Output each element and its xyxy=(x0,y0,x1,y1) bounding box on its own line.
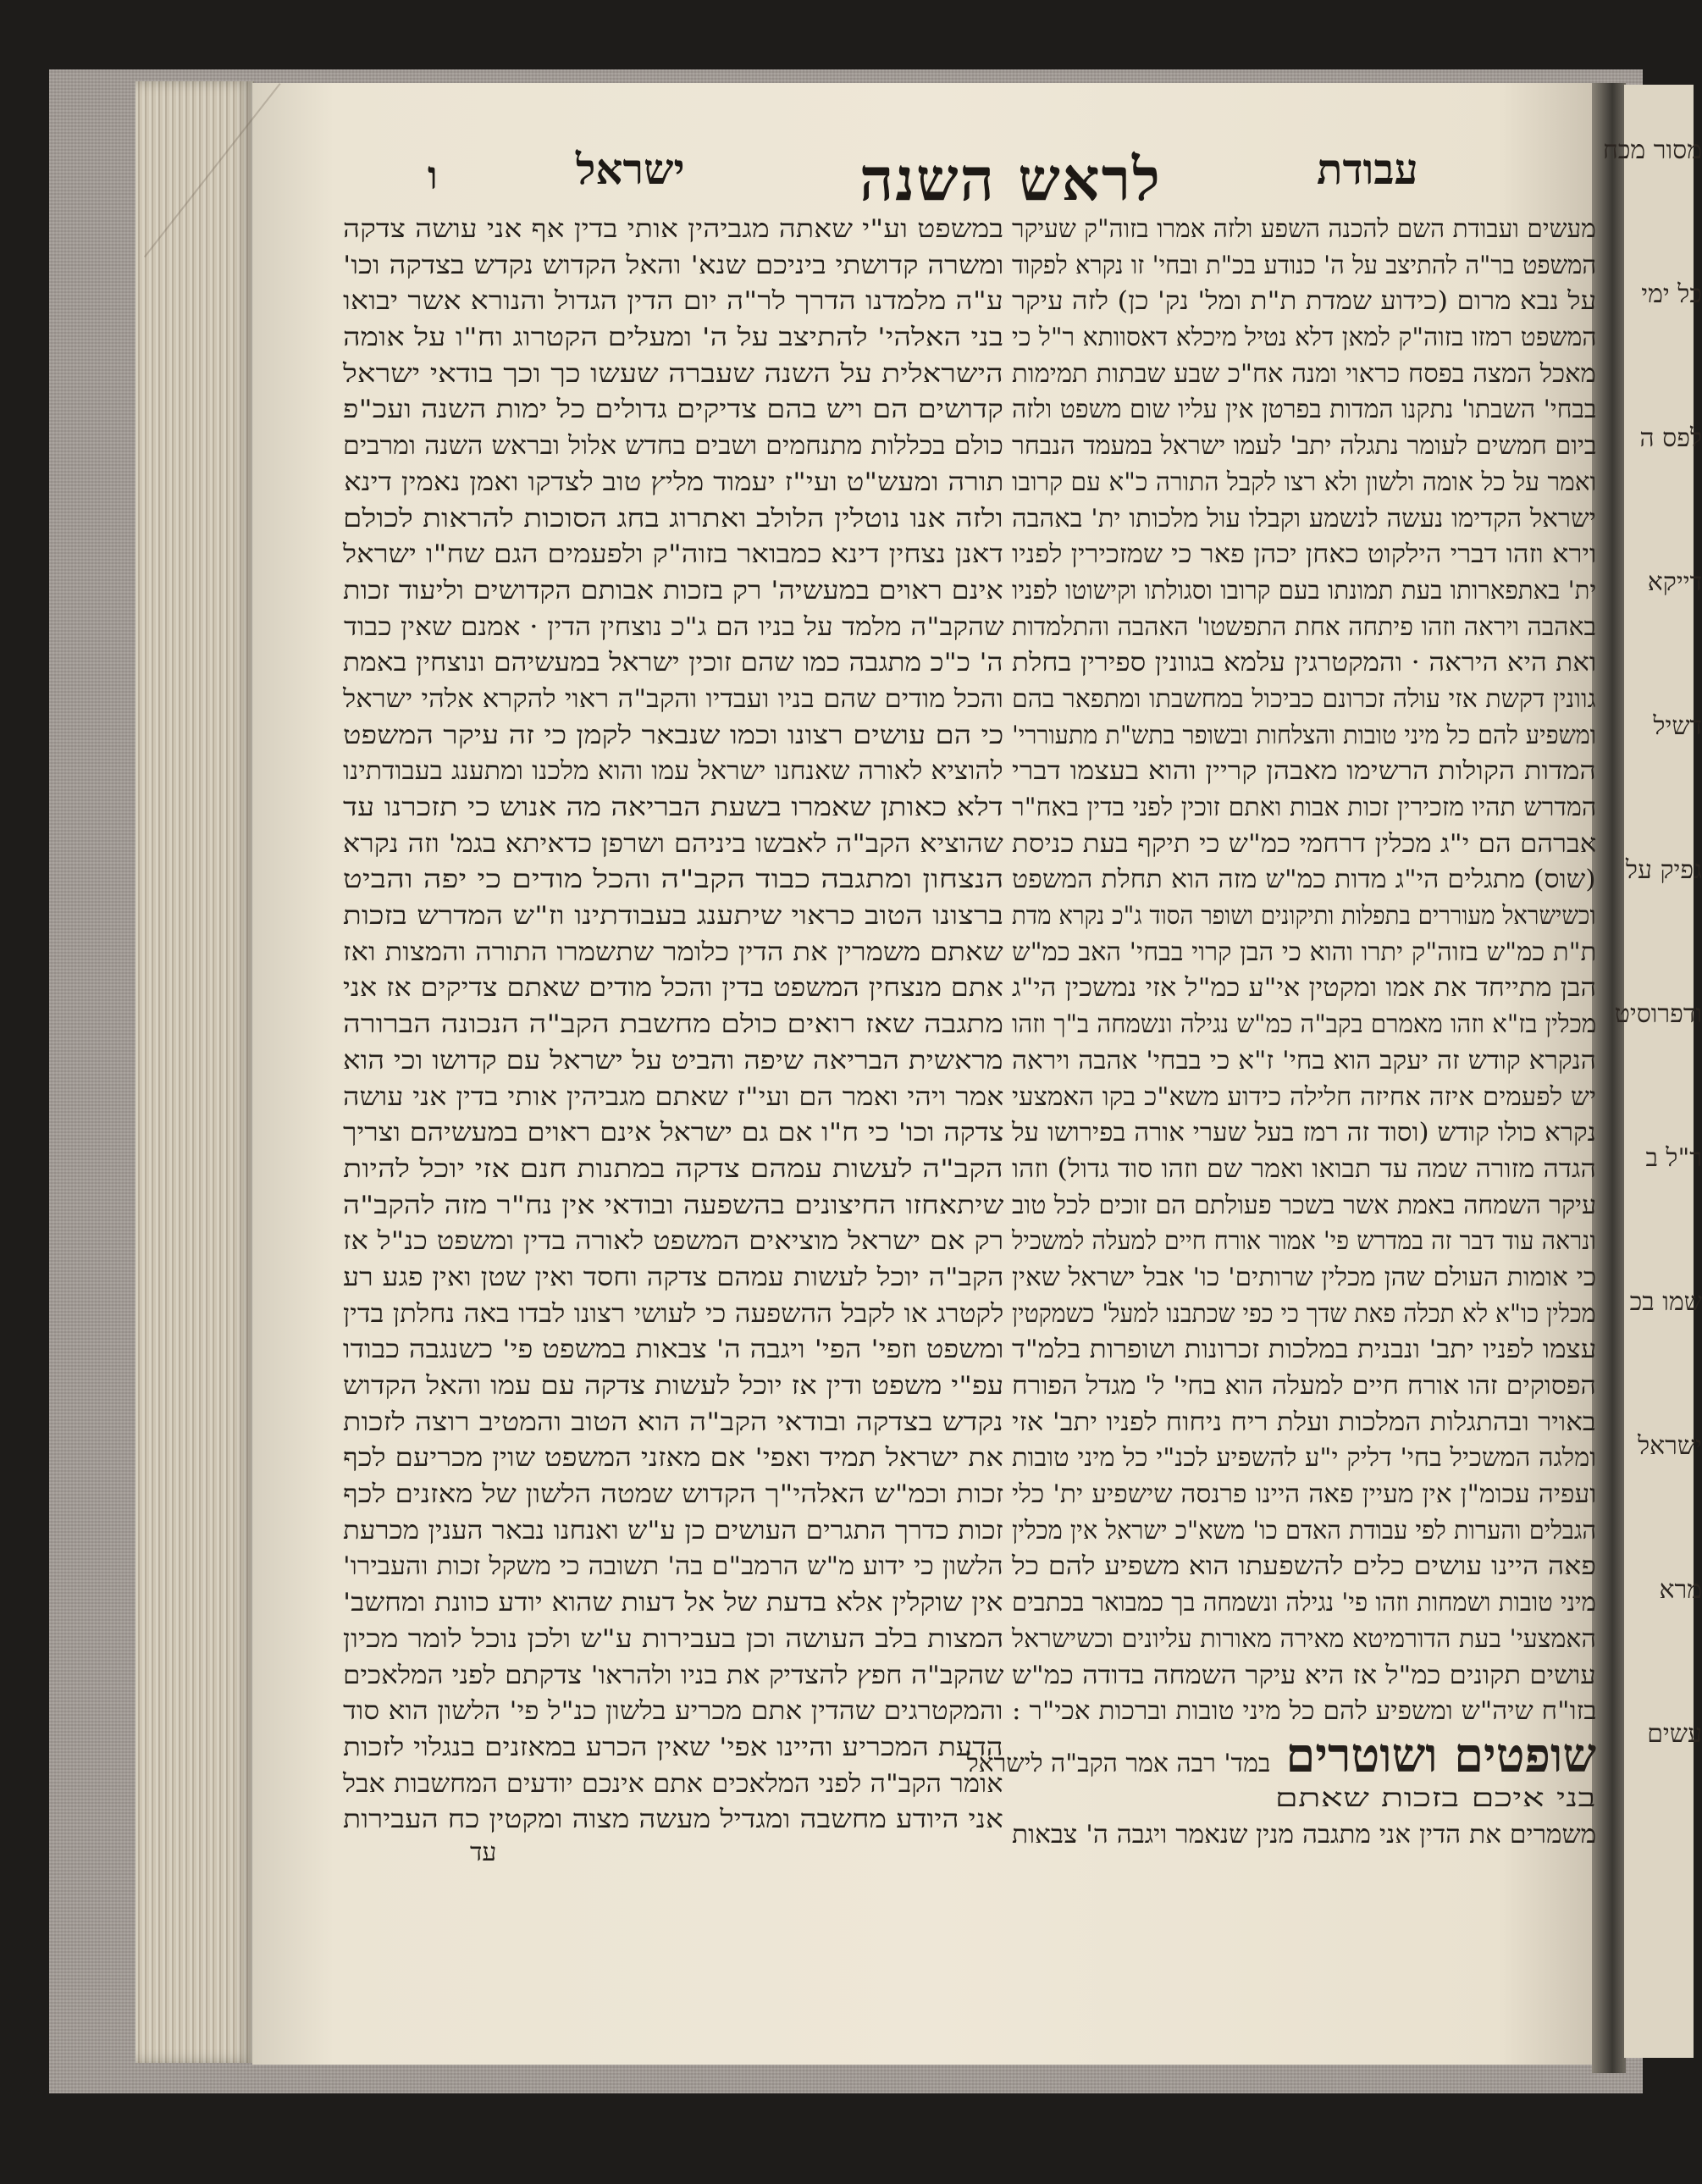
text-line xyxy=(343,1730,1003,1767)
facing-page-text: שמו בכ xyxy=(1629,1287,1702,1317)
text-line xyxy=(343,898,1003,935)
text-line-content: הגדה מזורה שמה עד תבואו ואמר שם וזהו סוד גדול) וזהו xyxy=(1012,1153,1596,1184)
text-line xyxy=(343,1007,1003,1043)
text-line-content: אתם מנצחין המשפט בדין והכל מודים שאתם צדיקים אז אני xyxy=(343,973,1003,1004)
text-line xyxy=(343,1368,1003,1405)
running-head-title: לראש השנה xyxy=(859,144,1162,214)
text-line-content: מראשית הבריאה שיפה והביט על ישראל עם קדושו וכי הוא xyxy=(343,1045,1003,1075)
text-line xyxy=(343,1658,1003,1695)
text-line xyxy=(343,1405,1003,1441)
text-line xyxy=(1012,827,1596,863)
section-heading: שופטים ושוטרים xyxy=(1285,1727,1596,1783)
text-line xyxy=(343,392,1003,429)
text-line-content: ולזה אנו נוטלין הלולב ואתרוג בחג הסוכות להראות לכולם xyxy=(343,503,1003,534)
text-line xyxy=(343,1188,1003,1225)
text-line-content: שאתם משמרין את הדין כלומר שתשמרו התורה והמצות ואז xyxy=(343,937,1003,967)
text-line-content: ונראה עוד דבר זה במדרש פי' אמור אורח חיים למעלה למשכיל xyxy=(1012,1226,1596,1257)
text-line xyxy=(343,248,1003,285)
text-line-content: כולם בכללות מתנחמים ושבים בחדש אלול ובראש השנה ומרבים xyxy=(343,431,1003,462)
text-line-content: מכלין כו"א לא תכלה פאת שדך כי כפי שכתבנו למעל' כשמקטין xyxy=(1012,1298,1596,1329)
text-line xyxy=(1012,429,1596,465)
text-line xyxy=(1012,284,1596,320)
text-line xyxy=(1012,1405,1596,1441)
text-line xyxy=(1012,862,1596,898)
text-line-content: הנצחון ומתגבה כבוד הקב"ה והכל מודים כי יפה והביט xyxy=(342,865,1003,895)
text-line xyxy=(1012,357,1596,393)
text-line xyxy=(343,610,1003,646)
text-line xyxy=(1012,790,1596,827)
text-line-content: ועפיה עכומ"ן אין מעיין פאה היינו פרנסה שישפיע ית' כלי xyxy=(1011,1479,1596,1510)
facing-page-text: גפיק על xyxy=(1625,855,1702,885)
text-line-content: בזו"ח שיה"ש ומשפיע להם כל מיני טובות וברכות אכי"ר : xyxy=(1011,1696,1596,1727)
text-line-content: הגבלים והערות לפי עבודת האדם כו' משא"כ ישראל אין מכלין xyxy=(1011,1515,1596,1545)
text-line-content: כי אומות העולם שהן מכלין שרותים' כו' אבל ישראל שאין xyxy=(1011,1262,1596,1292)
facing-page-text: מסור מכח xyxy=(1603,135,1702,165)
text-line-content: עיקר השמחה באמת אשר בשכר פעולתם הם זוכים לכל טוב xyxy=(1011,1190,1596,1220)
text-line-content: הפסוקים זהו אורח חיים למעלה הוא בחי' ל' מגדל הפורח xyxy=(1012,1371,1596,1401)
text-line xyxy=(343,1549,1003,1585)
text-line xyxy=(343,1440,1003,1477)
running-head-right: עבודת xyxy=(1317,144,1418,194)
text-line xyxy=(1012,1513,1596,1550)
text-line xyxy=(343,862,1003,898)
text-line-content: באויר ובהתגלות המלכות ועלת ריח ניחוח לפניו יתב' אזי xyxy=(1012,1407,1596,1437)
text-line-content: שהקב"ה חפץ להצדיק את בניו ולהראו' צדקתם לפני המלאכים xyxy=(342,1660,1003,1690)
text-line xyxy=(343,682,1003,718)
text-line xyxy=(1012,935,1596,971)
text-line-content: דלא כאותן שאמרו בשעת הבריאה מה אנוש כי תזכרנו עד xyxy=(343,793,1003,822)
text-line xyxy=(343,1802,1003,1838)
text-line-content: ישראל הקדימו נעשה לנשמע וקבלו עול מלכותו ית' באהבה xyxy=(1012,503,1596,534)
text-line xyxy=(343,1152,1003,1188)
text-line xyxy=(1012,573,1596,610)
text-line xyxy=(343,1332,1003,1368)
text-line-content: ומשפיע להם כל מיני טובות והצלחות ובשופר בתש"ת מתעוררי' xyxy=(1011,720,1596,750)
text-line xyxy=(343,501,1003,538)
text-line-content: דאנן נצחין דינא כמבואר בזוה"ק ולפעמים הגם שח"ו ישראל xyxy=(343,539,1003,570)
text-line xyxy=(1012,1622,1596,1658)
text-line xyxy=(343,1513,1003,1550)
facing-page-text: כל ימי xyxy=(1641,279,1702,309)
text-line-content: גוונין דקשת אזי עולה זכרונם כביכול במחשבתו ומתפאר בהם xyxy=(1012,683,1596,714)
text-line-content: המשפט רמזו בזוה"ק למאן דלא נטיל מיכלא דאסוותא ר"ל כי xyxy=(1011,323,1596,353)
text-line-content: ואת היא היראה · והמקטרגין עלמא בגוונין ספירין בחלת xyxy=(1011,648,1596,678)
text-line xyxy=(343,1043,1003,1080)
text-line-content: באהבה ויראה וזהו פיתחה אחת התפשטו' האהבה והתלמדות xyxy=(1012,611,1596,642)
text-line-content: זכות כדרך התגרים העושים כן ע"ש ואנחנו נבאר הענין מכרעת xyxy=(343,1515,1003,1545)
text-line xyxy=(1012,1080,1596,1116)
text-line-content: אברהם הם י"ג מכלין דרחמי כמ"ש כי תיקף בעת כניסת xyxy=(1011,828,1596,859)
facing-page-text: עשים xyxy=(1647,1719,1702,1749)
text-line-content: מכלין בז"א וזהו מאמרם בקב"ה כמ"ש נגילה ונשמחה ב"ך וזהו xyxy=(1011,1009,1596,1040)
text-line-content: המצות בלב העושה וכן בעבירות ע"ש ולכן נוכל לומר מכיון xyxy=(342,1623,1003,1654)
text-line-content: לקטרג או לקבל ההשפעה כי לעושי רצונו לבדו באה נחלתן בדין xyxy=(342,1298,1003,1329)
text-line-content: המדות הקולות הרשימו מאבהן קריין והוא בעצמו דברי xyxy=(1012,756,1596,787)
text-line-content: האמצעי' בעת הדורמיטא מאירה מאורות עליונים וכשישראל xyxy=(1012,1623,1596,1654)
text-line xyxy=(1012,1694,1596,1730)
text-line xyxy=(1012,1585,1596,1622)
text-line xyxy=(1012,1440,1596,1477)
text-line-content: הישראלית על השנה שעברה שעשו כך וכך בודאי ישראל xyxy=(343,358,1003,389)
text-line-content: זכות וכמ"ש האלהי"ך הקדוש שמטה הלשון של מאזנים לכף xyxy=(342,1479,1003,1510)
text-line-content: ית' באתפארותו בעת תמונתו בעם קרובו וסגולתו וקישוטו לפניו xyxy=(1011,575,1596,605)
facing-page-text: ודפרוסיט xyxy=(1614,999,1702,1029)
text-line xyxy=(1012,1115,1596,1152)
text-line-content: אמר ויהי ואמר הם ועי"ז שאתם מגביהין אותי בדין אני עושה xyxy=(342,1081,1003,1112)
text-line xyxy=(343,212,1003,248)
text-line-content: עפ"י משפט ודין אז יוכל לעשות צדקה עם עמו והאל הקדוש xyxy=(342,1371,1003,1401)
text-line xyxy=(343,465,1003,501)
page-number: ו xyxy=(428,152,438,198)
text-line-content: והמקטרגים שהדין אתם מכריע בלשון כנ"ל פי' הלשון הוא סוד xyxy=(343,1696,1003,1727)
text-line-content: הבן מתייחד את אמו ומקטין אי"ע כמ"ל אזי נמשכין הי"ג xyxy=(1011,973,1596,1004)
text-line xyxy=(343,1224,1003,1260)
text-line xyxy=(1012,1368,1596,1405)
text-line xyxy=(1012,1781,1596,1817)
text-line xyxy=(343,1477,1003,1513)
text-line-content: ביום חמשים לעומר נתגלה יתב' לעמו ישראל במעמד הנבחר xyxy=(1011,431,1596,462)
text-line-content: על נבא מרום (כידוע שמדת ת"ת ומל' נק' כן) לזה עיקר xyxy=(1011,286,1596,317)
text-line-content: בבחי' השבתו' נתקנו המדות בפרטן אין עליו שום משפט ולזה xyxy=(1011,395,1596,425)
text-line-content: יש לפעמים איזה אחיזה חלילה כידוע משא"כ בקו האמצעי xyxy=(1011,1081,1596,1112)
text-line xyxy=(1012,212,1596,248)
text-line-content: ע"ה מלמדנו הדרך לר"ה יום הדין הגדול והנורא אשר יבואו xyxy=(343,286,1003,317)
text-line-content: עצמו לפניו יתב' ונבנית במלכות זכרונות ושופרות בלמ"ד xyxy=(1011,1335,1596,1365)
text-line xyxy=(1012,1817,1596,1854)
text-line xyxy=(343,1694,1003,1730)
text-line xyxy=(343,1585,1003,1622)
text-line xyxy=(1012,610,1596,646)
text-line-content: המשפט בר"ה להתיצב על ה' כנודע בכ"ת ובחי' זו נקרא לפקוד xyxy=(1011,250,1596,280)
section-heading-line xyxy=(966,1727,1596,1783)
text-line xyxy=(343,970,1003,1007)
text-line xyxy=(343,320,1003,357)
text-line xyxy=(1012,1477,1596,1513)
text-line xyxy=(343,537,1003,573)
text-line xyxy=(343,1767,1003,1803)
facing-page-text: ר"ל ב xyxy=(1645,1143,1702,1173)
text-line-content: פאה היינו עושים כלים להשפעתו הוא משפיע להם כל xyxy=(1012,1551,1596,1582)
catchword: עד xyxy=(470,1838,497,1867)
text-line-content: משמרים את הדין אני מתגבה מנין שנאמר ויגבה ה' צבאות xyxy=(1011,1819,1596,1849)
text-line xyxy=(1012,1224,1596,1260)
text-line xyxy=(1012,248,1596,285)
text-line xyxy=(343,1260,1003,1297)
text-line xyxy=(343,1622,1003,1658)
text-line xyxy=(1012,1043,1596,1080)
text-line xyxy=(1012,1332,1596,1368)
text-line xyxy=(1012,1188,1596,1225)
text-line-content: להוציא לאורה שאנחנו ישראל עמו והוא מלכנו ומתענג בעבודתינו xyxy=(343,756,1003,787)
text-line xyxy=(343,827,1003,863)
text-line-content: תורה ומעש"ט ועי"ז יעמוד מליץ טוב לצדקו ואמן נאמין דינא xyxy=(343,467,1003,497)
text-line xyxy=(1012,898,1596,935)
text-line xyxy=(343,1080,1003,1116)
text-line-content: אומר הקב"ה לפני המלאכים אתם אינכם יודעים המחשבות אבל xyxy=(343,1768,1003,1799)
text-line-content: מתגבה שאז רואים כולם מחשבת הקב"ה הנכונה הברורה xyxy=(343,1009,1003,1040)
text-line xyxy=(343,645,1003,682)
text-line xyxy=(1012,1658,1596,1695)
text-line xyxy=(343,429,1003,465)
facing-page-edge xyxy=(1603,85,1702,2058)
text-line-content: קדושים הם ויש בהם צדיקים גדולים כל ימות השנה ועכ"פ xyxy=(343,395,1003,425)
text-line xyxy=(343,935,1003,971)
text-line xyxy=(343,1115,1003,1152)
section-first-line: במד' רבה אמר הקב"ה לישראל xyxy=(966,1748,1271,1778)
facing-page-text: דייקא xyxy=(1647,567,1702,597)
facing-page-text: לפס ה xyxy=(1639,423,1702,453)
text-line-content: שהוציא הקב"ה לאבשו ביניהם ושרפן כדאיתא בגמ' וזה נקרא xyxy=(343,828,1003,859)
text-line-content: שיתאחזו החיצונים בהשפעה ובודאי אין נח"ר מזה להקב"ה xyxy=(342,1190,1003,1220)
text-line-content: נקדש בצדקה ובודאי הקב"ה הוא הטוב והמטיב רוצה לזכות xyxy=(343,1407,1003,1437)
running-head-left: ישראל xyxy=(576,144,685,194)
text-line xyxy=(343,357,1003,393)
facing-page-text: דשיל xyxy=(1653,711,1702,741)
text-line xyxy=(1012,1152,1596,1188)
text-line xyxy=(1012,1007,1596,1043)
text-column-left xyxy=(343,212,1003,1838)
text-line-content: והכל מודים שהם בניו ועבדיו והקב"ה ראוי להקרא אלהי ישראל xyxy=(343,683,1003,714)
text-line xyxy=(1012,682,1596,718)
text-column-right xyxy=(966,212,1596,1853)
text-line-content: עושים תקונים כמ"ל אז היא עיקר השמחה בדודה כמ"ש xyxy=(1012,1660,1596,1690)
text-line-content: הקב"ה יוכל לעשות עמהם צדקה וחסד ואין שטן ואין פגע רע xyxy=(342,1262,1003,1292)
text-line xyxy=(1012,970,1596,1007)
text-line-content: אני היודע מחשבה ומגדיל מעשה מצוה ומקטין כח העבירות xyxy=(343,1805,1003,1835)
text-line xyxy=(1012,1260,1596,1297)
text-line xyxy=(1012,392,1596,429)
text-line-content: אין שוקלין אלא בדעת של אל דעות שהוא יודע כוונת ומחשב' xyxy=(343,1588,1003,1618)
text-line-content: את ישראל תמיד ואפי' אם מאזני המשפט שוין מכריעם לכף xyxy=(343,1443,1003,1474)
text-line xyxy=(1012,754,1596,790)
text-line xyxy=(1012,1297,1596,1333)
text-line-content: הדעת המכריע והיינו אפי' שאין הכרע במאזנים בנגלוי לזכות xyxy=(343,1732,1003,1762)
text-line-content: ברצונו הטוב כראוי שיתענג בעבודתינו וז"ש המדרש בזכות xyxy=(343,901,1003,932)
text-line-content: מיני טובות ושמחות וזהו פי' נגילה ונשמחה בך כמבואר בכתבים xyxy=(1012,1588,1596,1618)
text-line-content: מעשים ועבודת השם להכנה השפע ולזה אמרו בזוה"ק שעיקר xyxy=(1012,214,1596,244)
text-line xyxy=(343,1297,1003,1333)
text-line-content: (שוס) מתגלים הי"ג מדות כמ"ש מזה הוא תחלת המשפט xyxy=(1012,865,1596,895)
text-line xyxy=(343,284,1003,320)
text-line-content: שהקב"ה מלמד על בניו הם ג"כ נוצחין הדין · אמנם שאין כבוד xyxy=(343,611,1003,642)
book-gutter xyxy=(1592,83,1626,2073)
text-line-content: בני האלהי' להתיצב על ה' ומעלים הקטרוג וח"ו על אומה xyxy=(342,323,1003,353)
text-line-content: הלשון כי ידוע מ"ש הרמב"ם בה' תשובה כי משקל זכות והעבירו' xyxy=(343,1551,1003,1582)
text-line-content: וכשישראל מעוררים בתפלות ותיקונים ושופר הסוד ג"כ נקרא מדת xyxy=(1012,901,1596,932)
facing-page-text: מרא xyxy=(1659,1575,1702,1605)
text-line xyxy=(1012,501,1596,538)
text-line-content: ה' כ"כ מתגבה כמו שהם זוכין ישראל במעשיהם ונוצחין באמת xyxy=(343,648,1003,678)
text-line xyxy=(343,573,1003,610)
text-line-content: הנקרא קודש זה יעקב הוא בחי' ז"א כי בבחי' אהבה ויראה xyxy=(1012,1045,1596,1075)
text-line xyxy=(1012,645,1596,682)
text-line-content: מאכל המצה בפסח כראוי ומנה אח"כ שבע שבתות תמימות xyxy=(1012,358,1596,389)
text-line-content: וירא וזהו דברי הילקוט כאחן יכהן פאר כי שמזכירין לפניו xyxy=(1011,539,1596,570)
text-line-content: צדקה וכו' כי ח"ו אם גם ישראל אינם ראוים במעשיהם וצריך xyxy=(342,1118,1003,1148)
text-line-content: במשפט וע"י שאתה מגביהין אותי בדין אף אני עושה צדקה xyxy=(342,214,1003,244)
text-line-content: בני איכם בזכות שאתם xyxy=(1274,1783,1596,1813)
text-line-content: ת"ת כמ"ש בזוה"ק יתרו והוא כי הבן קרוי בבחי' האב כמ"ש xyxy=(1011,937,1596,967)
text-line xyxy=(1012,320,1596,357)
facing-page-text: ישראל xyxy=(1638,1431,1702,1461)
text-line xyxy=(343,718,1003,755)
text-line-content: כי הם עושים רצונו וכמו שנבאר לקמן כי זה עיקר המשפט xyxy=(342,720,1003,750)
text-line-content: נקרא כולו קודש (וסוד זה רמז בעל שערי אורה בפירושו על xyxy=(1012,1118,1596,1148)
text-line xyxy=(343,754,1003,790)
text-line xyxy=(1012,465,1596,501)
text-line-content: ומשפט וזפי' הפי' ויגבה ה' צבאות במשפט פי' כשנגבה כבודו xyxy=(342,1335,1003,1365)
text-line-content: המדרש תהיו מזכירין זכות אבות ואתם זוכין לפני בדין באח"ר xyxy=(1011,793,1596,822)
text-line-content: ומלגה המשכיל בחי' דליק י"ע להשפיע לכנ"י כל מיני טובות xyxy=(1011,1443,1596,1474)
text-line xyxy=(1012,718,1596,755)
text-line-content: רק אם ישראל מוציאים המשפט לאורה בדין ומשפט כנ"ל אז xyxy=(342,1226,1003,1257)
text-line-content: הקב"ה לעשות עמהם צדקה במתנות חנם אזי יוכל להיות xyxy=(343,1153,1003,1184)
text-line-content: אינם ראוים במעשיה' רק בזכות אבותם הקדושים וליעוד זכות xyxy=(343,575,1003,605)
page-block-edge xyxy=(135,81,254,2063)
text-line-content: ומשרה קדושתי ביניכם שנא' והאל הקדוש נקדש בצדקה וכו' xyxy=(342,250,1003,280)
text-line xyxy=(1012,537,1596,573)
text-line-content: ואמר על כל אומה ולשון ולא רצו לקבל התורה כ"א עם קרובו xyxy=(1011,467,1596,497)
text-line xyxy=(343,790,1003,827)
text-line xyxy=(1012,1549,1596,1585)
